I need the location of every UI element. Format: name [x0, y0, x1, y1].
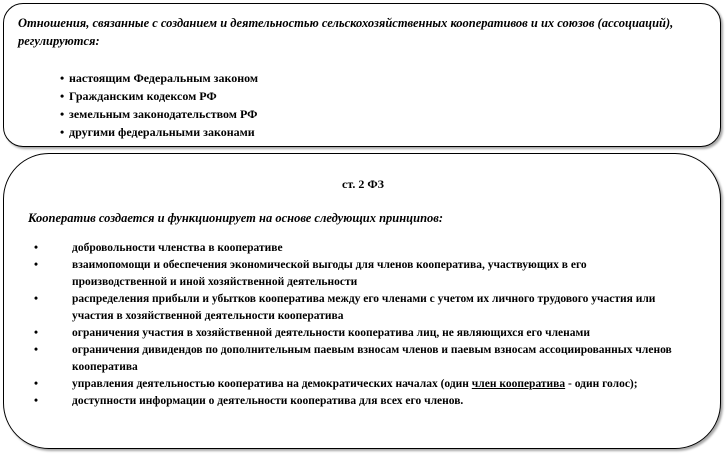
list-item: • добровольности членства в кооперативе	[34, 240, 684, 257]
bullet-icon: •	[34, 259, 39, 271]
principles-box	[3, 153, 721, 449]
bullet-icon: •	[60, 107, 65, 121]
list-item: • взаимопомощи и обеспечения экономической выгоды для членов кооператива, участвующих в его производственной и иной хозяйственной деятельности	[34, 259, 587, 288]
list-item: • Гражданским кодексом РФ	[60, 89, 217, 103]
list-item: • доступности информации о деятельности кооператива для всех его членов.	[34, 393, 684, 410]
bullet-icon: •	[34, 395, 39, 407]
principles-list	[34, 240, 684, 410]
list-item: • земельным законодательством РФ	[60, 107, 258, 121]
bullet-icon: •	[34, 327, 39, 339]
list-item: • настоящим Федеральным законом	[60, 71, 259, 85]
underlined-phrase: член кооператива	[471, 378, 566, 390]
list-item: • другими федеральными законами	[60, 125, 255, 139]
bullet-icon: •	[34, 293, 39, 305]
regulation-heading: Отношения, связанные с созданием и деятельностью сельскохозяйственных кооперативов и их союзов (ассоциаций), регулируются:	[18, 16, 674, 48]
list-item: • распределения прибыли и убытков кооператива между его членами с учетом их личного трудового участия или участия в хозяйственной деятельности кооператива	[34, 293, 656, 322]
bullet-icon: •	[60, 125, 65, 139]
bullet-icon: •	[34, 344, 39, 356]
list-item: • ограничения дивидендов по дополнительным паевым взносам членов и паевым взносам ассоциированных членов кооператива	[34, 344, 672, 373]
list-item: • управления деятельностью кооператива на демократических началах (один член кооператива - один голос);	[34, 376, 684, 393]
article-reference: ст. 2 ФЗ	[342, 177, 384, 191]
bullet-icon: •	[60, 71, 65, 85]
list-item: • ограничения участия в хозяйственной деятельности кооператива лиц, не являющихся его членами	[34, 325, 684, 342]
bullet-icon: •	[34, 378, 39, 390]
principles-heading: Кооператив создается и функционирует на основе следующих принципов:	[28, 211, 444, 225]
regulation-box	[3, 3, 721, 147]
regulation-list	[60, 69, 660, 141]
bullet-icon: •	[34, 242, 39, 254]
bullet-icon: •	[60, 89, 65, 103]
